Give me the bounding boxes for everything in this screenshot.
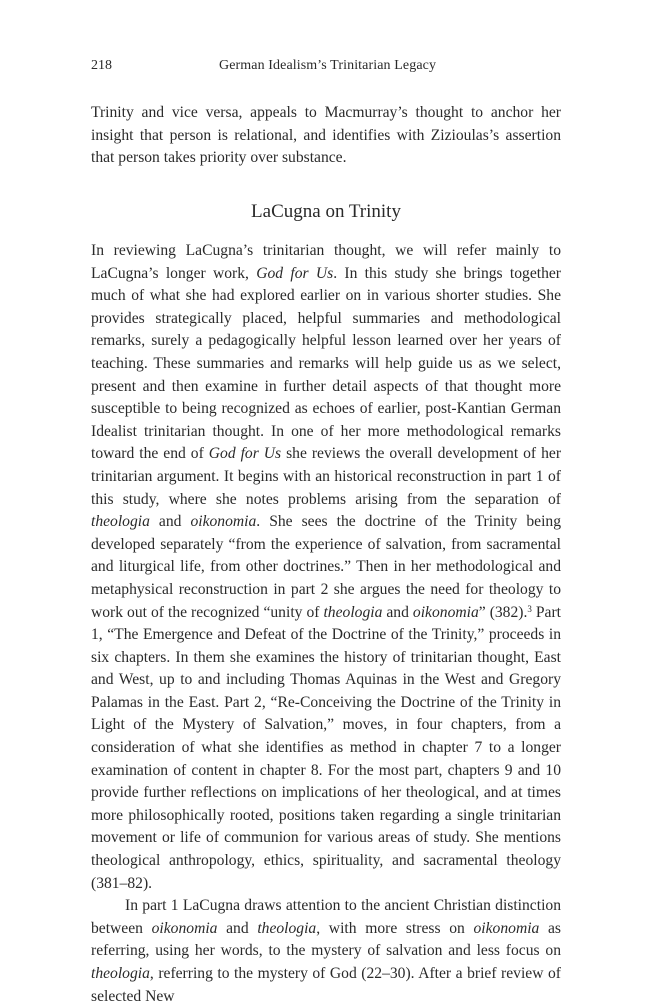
p1-segment: she reviews the overall development of her trinitarian argument. It begins with an historical reconstruction in part 1 of this study, where she notes problems arising from the separation of — [91, 445, 562, 508]
main-text — [91, 240, 561, 1008]
intro-paragraph — [91, 102, 561, 170]
paragraph-2 — [91, 895, 561, 1008]
p2-italic-term: oikonomia — [151, 919, 218, 937]
p2-italic-term: theologia — [91, 965, 150, 982]
p2-segment: and — [217, 919, 258, 937]
footnote-reference: 3 — [527, 603, 532, 614]
paragraph-1 — [91, 240, 561, 895]
p2-segment: , referring to the mystery of God (22–30). After a brief review of selected New — [91, 965, 561, 1005]
p1-segment: In reviewing LaCugna’s trinitarian thought, we will refer mainly to LaCugna’s longer work, — [91, 242, 561, 282]
p1-italic-term: oikonomia — [190, 513, 257, 531]
p2-italic-term: oikonomia — [473, 919, 540, 937]
p1-italic-title: God for Us — [208, 445, 282, 463]
p1-segment: and — [149, 513, 191, 531]
section-heading: LaCugna on Trinity — [251, 201, 401, 222]
p2-segment: , with more stress on — [316, 919, 474, 937]
p1-segment: Part 1, “The Emergence and Defeat of the Doctrine of the Trinity,” proceeds in six chapters. In them she examines the history of trinitarian thought, East and West, up to and including Thomas Aquinas in the West and Gregory Palamas in the East. Part 2, “Re-Conceiving the Doctrine of the Trinity in Light of the Mystery of Salvation,” moves, in four chapters, from a consideration of what she identifies as method in chapter 7 to a longer examination of content in chapter 8. For the most part, chapters 9 and 10 provide further reflections on implications of her theological, and at times more philosophically rooted, positions taken regarding a single trinitarian movement or life of communion for various areas of study. She mentions theological anthropology, ethics, spirituality, and sacramental theology (381–82). — [91, 603, 562, 892]
intro-text: Trinity and vice versa, appeals to Macmurray’s thought to anchor her insight that person is relational, and identifies with Zizioulas’s assertion that person takes priority over substance. — [91, 104, 561, 167]
p2-segment: In part 1 LaCugna draws attention to the ancient Christian distinction between — [91, 897, 561, 937]
p1-segment: . She sees the doctrine of the Trinity being developed separately “from the experience of salvation, from sacramental and liturgical life, from other doctrines.” Then in her methodological and metaphysical reconstruction in part 2 she argues the need for theology to work out of the recognized “unity of — [91, 513, 561, 621]
p1-italic-term: oikonomia — [412, 603, 479, 621]
p2-segment: as referring, using her words, to the mystery of salvation and less focus on — [91, 919, 562, 960]
page-number: 218 — [91, 58, 112, 73]
p1-segment: and — [382, 603, 413, 621]
running-head — [91, 56, 561, 76]
p2-italic-term: theologia — [257, 919, 317, 937]
running-title: German Idealism’s Trinitarian Legacy — [219, 58, 437, 73]
p1-segment: ” (382). — [478, 603, 528, 621]
p1-italic-title: God for Us — [256, 264, 334, 282]
p1-segment: . In this study she brings together much of what she had explored earlier on in various shorter studies. She provides strategically placed, helpful summaries and methodological remarks, surely a pedagogically helpful lesson learned over her years of teaching. These summaries and remarks will help guide us as we select, present and then examine in further detail aspects of that thought more susceptible to being recognized as echoes of earlier, post-Kantian German Idealist trinitarian thought. In one of her more methodological remarks toward the end of — [91, 264, 561, 463]
p1-italic-term: theologia — [91, 513, 150, 531]
p1-italic-term: theologia — [323, 603, 383, 621]
